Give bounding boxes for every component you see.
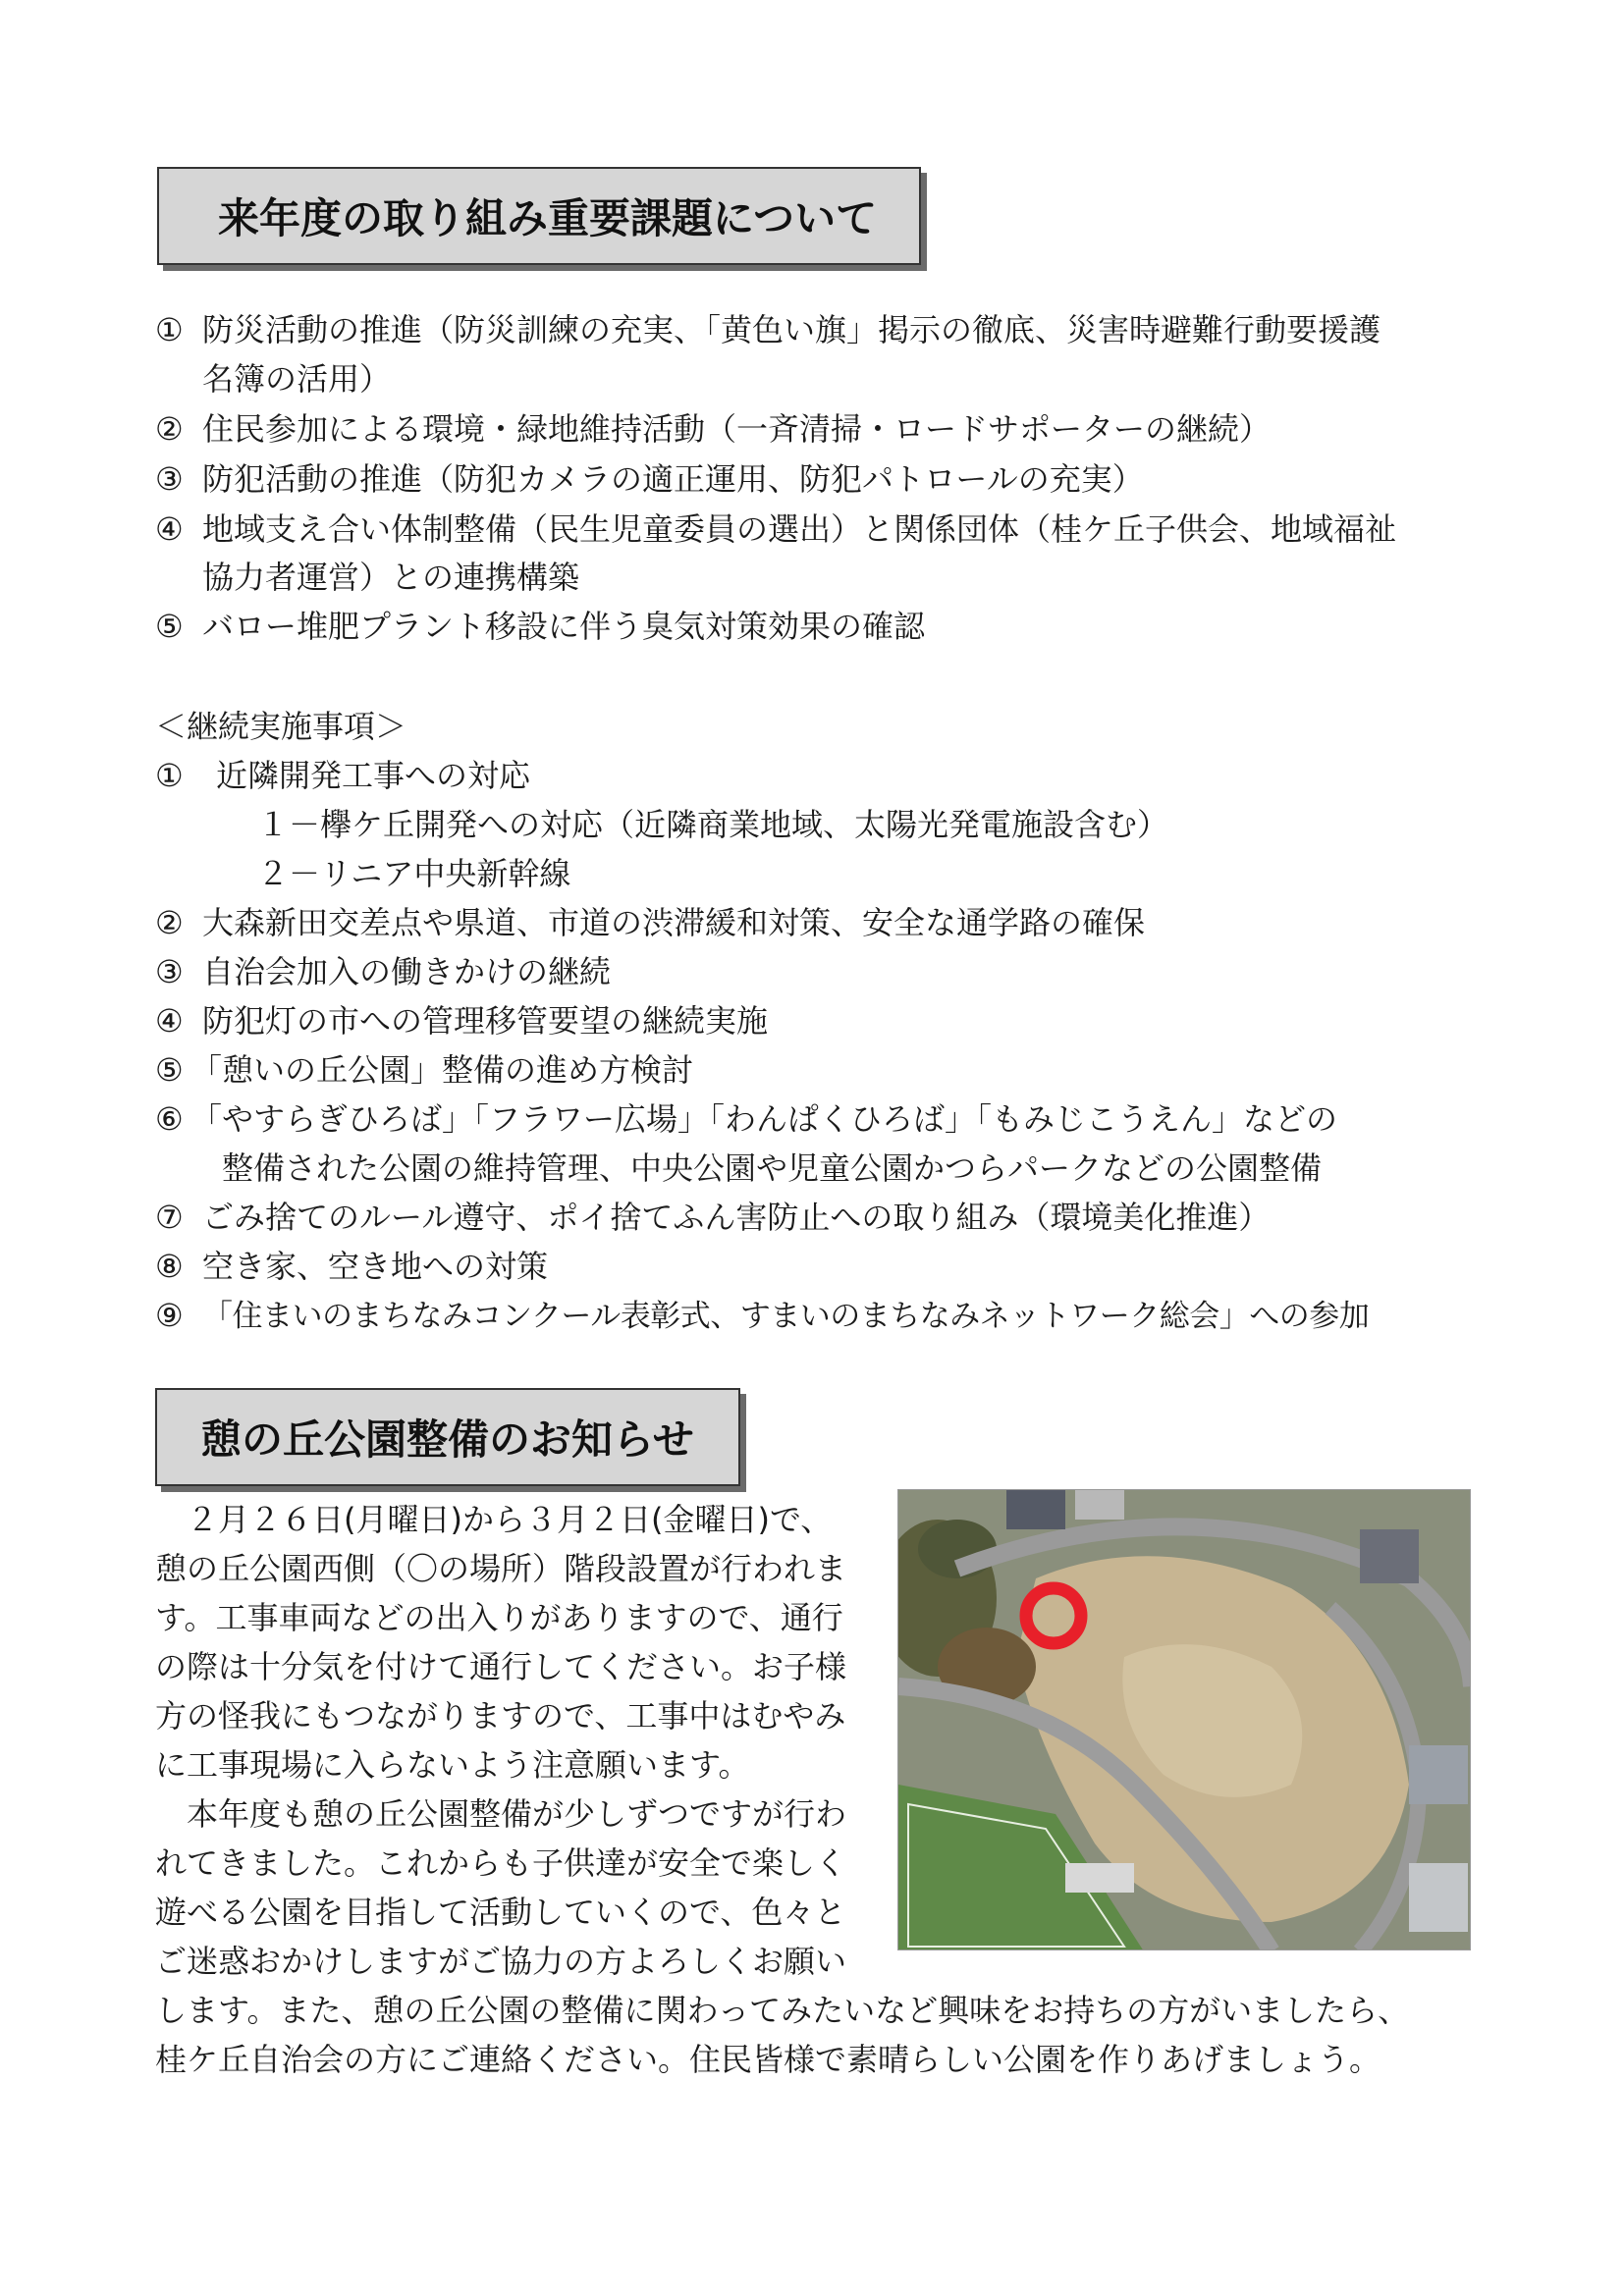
list-item: ③ 自治会加入の働きかけの継続 [155,953,612,990]
section-heading-text: 来年度の取り組み重要課題について [218,194,878,242]
list-item: ④ 地域支え合い体制整備（民生児童委員の選出）と関係団体（桂ケ丘子供会、地域福祉 [155,510,1397,548]
list-item: ⑥ 「やすらぎひろば」「フラワー広場」「わんぱくひろば」「もみじこうえん」などの [155,1100,1338,1138]
list-item: 整備された公園の維持管理、中央公園や児童公園かつらパークなどの公園整備 [222,1149,1323,1187]
list-item: ③ 防犯活動の推進（防犯カメラの適正運用、防犯パトロールの充実） [155,460,1144,498]
list-item: ⑧ 空き家、空き地への対策 [155,1248,549,1285]
list-item: ⑨ 「住まいのまちなみコンクール表彰式、すまいのまちなみネットワーク総会」への参加 [155,1297,1370,1334]
list-item: ④ 防犯灯の市への管理移管要望の継続実施 [155,1002,769,1040]
list-item: １－欅ケ丘開発への対応（近隣商業地域、太陽光発電施設含む） [257,806,1169,843]
list-item: ⑦ ごみ捨てのルール遵守、ポイ捨てふん害防止への取り組み（環境美化推進） [155,1199,1271,1236]
notice-paragraph-continued: します。また、憩の丘公園の整備に関わってみたいなど興味をお持ちの方がいましたら、 桂ケ丘自治会の方にご連絡ください。住民皆様で素晴らしい公園を作りあげましょう。 [155,1992,1410,2078]
list-item: ① 近隣開発工事への対応 [155,757,531,794]
section-heading-priorities [157,167,921,265]
section-heading-park-notice [155,1388,740,1486]
notice-paragraph: ２月２６日(月曜日)から３月２日(金曜日)で、 憩の丘公園西側（〇の場所）階段設置が行われま す。工事車両などの出入りがありますので、通行 の際は十分気を付けて通行してください。お子様 方の怪我にもつながりますので、工事中はむやみ に工事現場に入らないよう注意願います。 本年度も憩の丘公園整備が少しずつですが行わ れてきました。これからも子供達が安全で楽しく 遊べる公園を目指して活動していくので、色々と ご迷惑おかけしますがご協力の方よろしくお願い [155,1501,847,1980]
list-item: ⑤ 「憩いの丘公園」整備の進め方検討 [155,1051,694,1089]
continuing-title: ＜継続実施事項＞ [155,708,407,745]
list-item: 名簿の活用） [202,360,392,398]
list-item: ２－リニア中央新幹線 [257,855,571,892]
list-item: ⑤ バロー堆肥プラント移設に伴う臭気対策効果の確認 [155,608,926,645]
section-heading-text: 憩の丘公園整備のお知らせ [200,1415,694,1464]
list-item: ② 住民参加による環境・緑地維持活動（一斉清掃・ロードサポーターの継続） [155,410,1272,448]
list-item: ② 大森新田交差点や県道、市道の渋滞緩和対策、安全な通学路の確保 [155,904,1146,941]
list-item: ① 防災活動の推進（防災訓練の充実、「黄色い旗」掲示の徹底、災害時避難行動要援護 [155,311,1381,348]
aerial-photo [897,1489,1471,1950]
list-item: 協力者運営）との連携構築 [202,559,580,596]
aerial-map-image [898,1490,1471,1950]
